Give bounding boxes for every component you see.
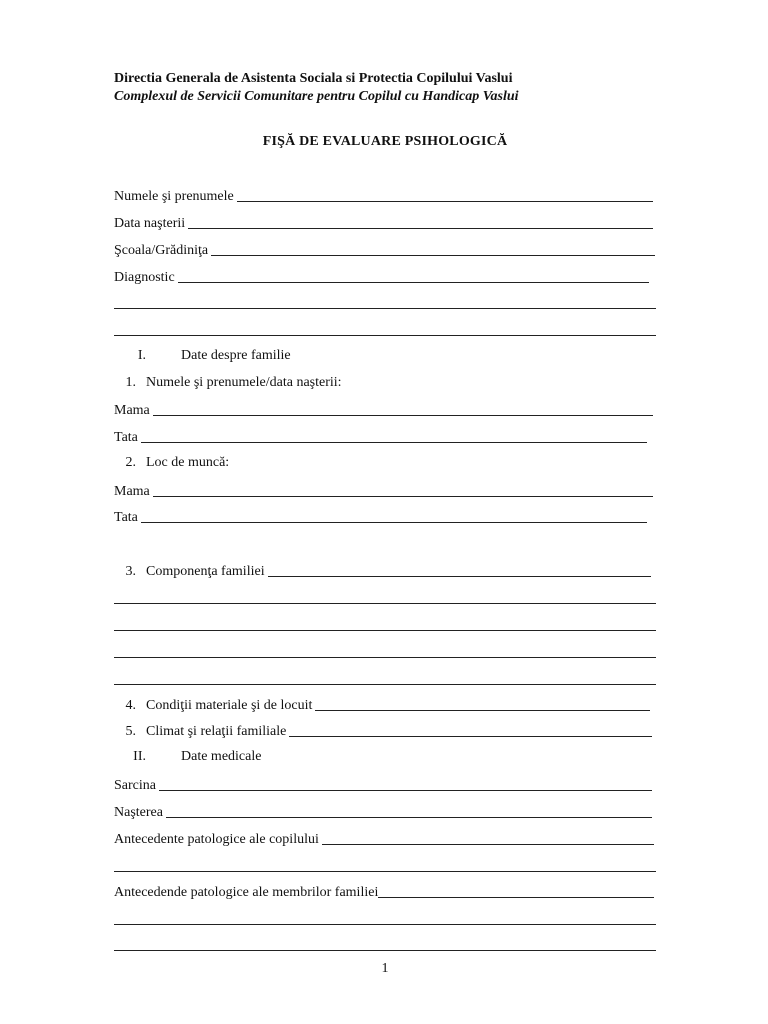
diagnosis-field[interactable]: [114, 268, 649, 286]
family-composition-field[interactable]: [114, 562, 651, 580]
institution-name: Directia Generala de Asistenta Sociala si Protectia Copilului Vaslui: [114, 71, 513, 86]
pregnancy-label: Sarcina: [114, 778, 156, 793]
pregnancy-field[interactable]: [114, 776, 652, 794]
name-field[interactable]: [114, 187, 653, 205]
father-work-label: Tata: [114, 510, 138, 525]
birthdate-line[interactable]: [188, 215, 653, 229]
father-work-line[interactable]: [141, 509, 647, 523]
section-2-title: Date medicale: [181, 749, 262, 764]
family-history-line-2[interactable]: [114, 924, 656, 925]
section-1-title: Date despre familie: [181, 348, 291, 363]
birthdate-field[interactable]: [114, 214, 653, 232]
family-history-label: Antecedende patologice ale membrilor familiei: [114, 885, 379, 900]
diagnosis-extra-line-1[interactable]: [114, 308, 656, 309]
family-climate-field[interactable]: [114, 722, 652, 740]
section-1-heading: [114, 348, 291, 364]
item-3-label: Componenţa familiei: [146, 564, 265, 579]
birthdate-label: Data naşterii: [114, 216, 186, 231]
complex-name: Complexul de Servicii Comunitare pentru Copilul cu Handicap Vaslui: [114, 89, 519, 104]
form-title: FIŞĂ DE EVALUARE PSIHOLOGICĂ: [262, 134, 508, 149]
family-history-line-3[interactable]: [114, 950, 656, 951]
birth-label: Naşterea: [114, 805, 163, 820]
child-history-label: Antecedente patologice ale copilului: [114, 832, 319, 847]
form-page: [114, 0, 656, 1024]
section-2-roman: II.: [133, 749, 146, 764]
family-composition-line-2[interactable]: [114, 603, 656, 604]
item-2-number: 2.: [125, 455, 136, 470]
item-1-label: Numele şi prenumele/data naşterii:: [146, 375, 342, 390]
item-1-number: 1.: [125, 375, 136, 390]
family-composition-line-3[interactable]: [114, 630, 656, 631]
item-4-label: Condiţii materiale şi de locuit: [146, 698, 313, 713]
diagnosis-label: Diagnostic: [114, 270, 175, 285]
family-composition-line[interactable]: [268, 563, 651, 577]
item-2-heading: [114, 455, 229, 471]
mother-name-field[interactable]: [114, 401, 653, 419]
diagnosis-line[interactable]: [178, 269, 649, 283]
item-4-number: 4.: [125, 698, 136, 713]
diagnosis-extra-line-2[interactable]: [114, 335, 656, 336]
item-5-label: Climat şi relaţii familiale: [146, 724, 287, 739]
mother-work-line[interactable]: [153, 483, 653, 497]
living-conditions-line[interactable]: [315, 697, 650, 711]
mother-work-field[interactable]: [114, 482, 653, 500]
living-conditions-field[interactable]: [114, 696, 650, 714]
family-composition-line-4[interactable]: [114, 657, 656, 658]
child-history-line-2[interactable]: [114, 871, 656, 872]
mother-work-label: Mama: [114, 484, 150, 499]
pregnancy-line[interactable]: [159, 777, 652, 791]
mother-line[interactable]: [153, 402, 653, 416]
father-line[interactable]: [141, 429, 647, 443]
birth-line[interactable]: [166, 804, 652, 818]
item-5-number: 5.: [125, 724, 136, 739]
school-label: Şcoala/Grădiniţa: [114, 243, 209, 258]
school-field[interactable]: [114, 241, 655, 259]
name-line[interactable]: [237, 188, 653, 202]
father-label: Tata: [114, 430, 138, 445]
section-2-heading: [114, 749, 261, 765]
mother-label: Mama: [114, 403, 150, 418]
page-number: 1: [381, 961, 389, 976]
family-climate-line[interactable]: [289, 723, 652, 737]
birth-field[interactable]: [114, 803, 652, 821]
item-1-heading: [114, 375, 342, 391]
family-history-field[interactable]: [114, 883, 654, 901]
father-work-field[interactable]: [114, 508, 647, 526]
child-history-line[interactable]: [322, 831, 654, 845]
section-1-roman: I.: [137, 348, 146, 363]
family-history-line[interactable]: [378, 884, 654, 898]
item-2-label: Loc de muncă:: [146, 455, 230, 470]
father-name-field[interactable]: [114, 428, 647, 446]
name-label: Numele şi prenumele: [114, 189, 234, 204]
family-composition-line-5[interactable]: [114, 684, 656, 685]
child-history-field[interactable]: [114, 830, 654, 848]
item-3-number: 3.: [125, 564, 136, 579]
school-line[interactable]: [211, 242, 655, 256]
